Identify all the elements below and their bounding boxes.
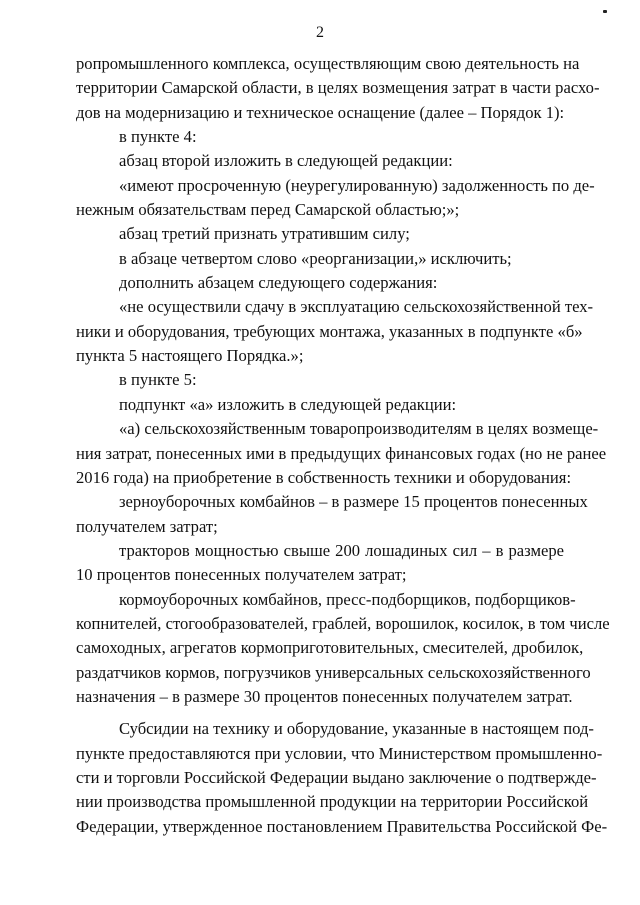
text-line: 10 процентов понесенных получателем затрат; (76, 565, 407, 585)
text-line: Федерации, утвержденное постановлением Правительства Российской Фе- (76, 816, 608, 836)
text-line: «а) сельскохозяйственным товаропроизводителям в целях возмеще- (119, 419, 599, 439)
text-line: территории Самарской области, в целях возмещения затрат в части расхо- (76, 78, 600, 98)
text-line: подпункт «а» изложить в следующей редакции: (119, 394, 457, 414)
text-line: в абзаце четвертом слово «реорганизации,» исключить; (119, 248, 512, 268)
text-line: в пункте 5: (119, 370, 197, 390)
text-line: ники и оборудования, требующих монтажа, указанных в подпункте «б» (76, 321, 583, 341)
text-line: ропромышленного комплекса, осуществляющим свою деятельность на (76, 54, 580, 73)
text-line: в пункте 4: (119, 127, 197, 147)
text-line: 2016 года) на приобретение в собственность техники и оборудования: (76, 467, 572, 487)
text-line: получателем затрат; (76, 516, 218, 536)
text-line: Субсидии на технику и оборудование, указанные в настоящем под- (119, 719, 594, 739)
text-line: тракторов мощностью свыше 200 лошадиных сил – в размере (119, 540, 564, 560)
text-line: ния затрат, понесенных ими в предыдущих финансовых годах (но не ранее (76, 443, 607, 463)
text-line: зерноуборочных комбайнов – в размере 15 процентов понесенных (119, 492, 588, 512)
text-line: назначения – в размере 30 процентов понесенных получателем затрат. (76, 686, 573, 706)
text-line: дополнить абзацем следующего содержания: (119, 273, 438, 293)
text-line: пункте предоставляются при условии, что Министерством промышленно- (76, 743, 603, 763)
text-line: нии производства промышленной продукции на территории Российской (76, 792, 589, 812)
text-line: абзац третий признать утратившим силу; (119, 224, 410, 244)
text-line: дов на модернизацию и техническое оснащение (далее – Порядок 1): (76, 102, 565, 122)
text-line: «не осуществили сдачу в эксплуатацию сельскохозяйственной тех- (119, 297, 594, 317)
text-line: абзац второй изложить в следующей редакции: (119, 151, 453, 171)
text-line: кормоуборочных комбайнов, пресс-подборщиков, подборщиков- (119, 589, 576, 609)
text-line: раздатчиков кормов, погрузчиков универсальных сельскохозяйственного (76, 662, 591, 682)
text-line: самоходных, агрегатов кормоприготовительных, смесителей, дробилок, (76, 638, 584, 658)
text-line: сти и торговли Российской Федерации выдано заключение о подтвержде- (76, 767, 597, 787)
stray-mark (603, 10, 607, 13)
text-line: пункта 5 настоящего Порядка.»; (76, 346, 304, 366)
document-body (76, 52, 610, 839)
text-line: копнителей, стогообразователей, граблей, ворошилок, косилок, в том числе (76, 613, 610, 633)
text-line: нежным обязательствам перед Самарской областью;»; (76, 200, 460, 220)
text-line: «имеют просроченную (неурегулированную) задолженность по де- (119, 175, 595, 195)
page-number: 2 (316, 24, 324, 41)
